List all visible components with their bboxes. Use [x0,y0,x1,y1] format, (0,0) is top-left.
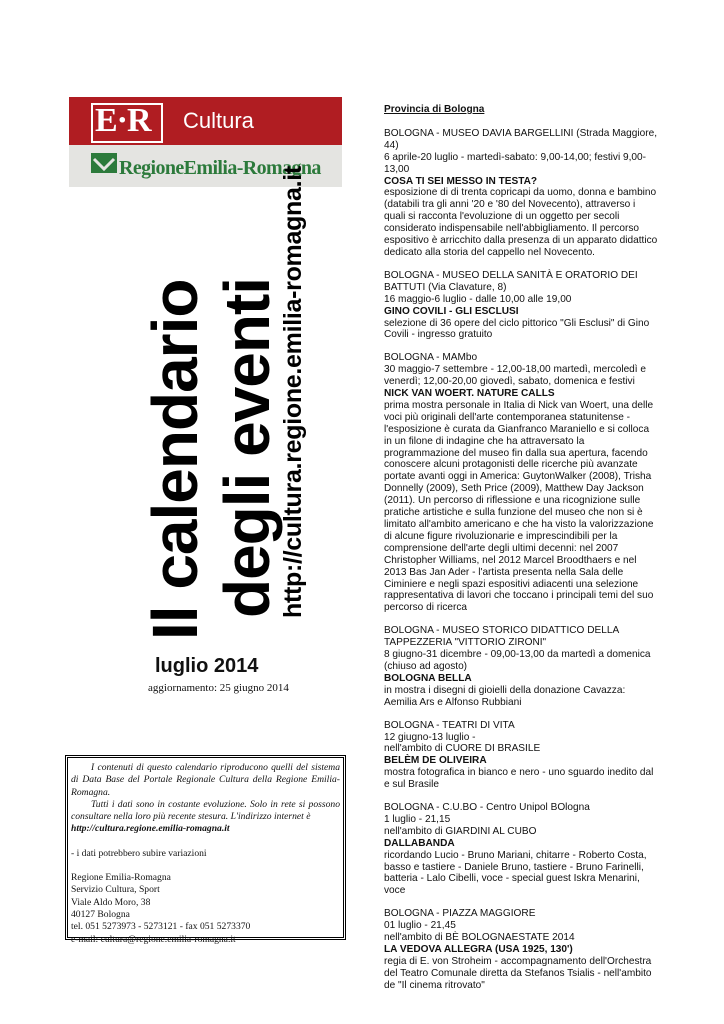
event-venue: BOLOGNA - MUSEO DELLA SANITÀ E ORATORIO DEI BATTUTI (Via Clavature, 8) [384,269,638,293]
logo-red-band [69,97,342,145]
event-when: 1 luglio - 21,15 [384,813,451,825]
address-line: e-mail: cultura@regione.emilia-romagna.it [71,933,236,945]
event-venue: BOLOGNA - C.U.BO - Centro Unipol BOlogna [384,802,590,814]
event-when: 16 maggio-6 luglio - dalle 10,00 alle 19,00 [384,293,572,305]
event-entry [384,720,659,791]
event-context: nell'ambito di BÈ BOLOGNAESTATE 2014 [384,932,575,944]
event-description: regia di E. von Stroheim - accompagnamento dell'Orchestra del Teatro Comunale diretta da Stefanos Tsialis - nell'ambito de "Il cinema ritrovato" [384,955,652,991]
event-context: nell'ambito di CUORE DI BRASILE [384,743,541,755]
event-when: 12 giugno-13 luglio - [384,731,476,743]
event-description: esposizione di di trenta copricapi da uomo, donna e bambino (databili tra gli anni '20 e '80 del Novecento), attraverso i quali si racconta l'evoluzione di un oggetto per secoli considerato indispensabile nell'abbigliamento. Il percorso espositivo è arricchito dalla presenza di un apparato didattico dedicato alla storia del cappello nel Novecento. [384,187,658,258]
info-paragraph-2 [71,799,340,824]
info-paragraph-1: I contenuti di questo calendario riproducono quelli del sistema di Data Base del Portale Regionale Cultura della Regione Emilia-Romagna. [71,762,340,798]
events-column [384,104,659,1003]
vertical-title-line1: Il calendario [139,279,211,640]
event-title: NICK VAN WOERT. NATURE CALLS [384,388,555,400]
info-url: http://cultura.regione.emilia-romagna.it [71,823,230,835]
event-venue: BOLOGNA - MAMbo [384,352,478,364]
event-entry [384,802,659,897]
event-description: selezione di 36 opere del ciclo pittorico "Gli Esclusi" di Gino Covili - ingresso gratuito [384,317,650,341]
event-title: LA VEDOVA ALLEGRA (USA 1925, 130') [384,944,573,955]
province-heading: Provincia di Bologna [384,104,485,115]
info-note: - i dati potrebbero subire variazioni [71,847,207,859]
address-line: Viale Aldo Moro, 38 [71,896,151,908]
event-description: prima mostra personale in Italia di Nick van Woert, una delle voci più originali dell'arte contemporanea statunitense - l'esposizione è curata da Gianfranco Maraniello e si colloca in un filone di indagine che ha attraversato la programmazione del museo fin dalla sua apertura, facendo conoscere alcuni protagonisti delle ricerche più avanzate portate avanti oggi in America: GuytonWalker (2008), Trisha Donnelly (2009), Seth Price (2009), Matthew Day Jackson (2011). Un percorso di riflessione e una ricognizione sulle pratiche artistiche e sulla funzione del museo che non si è limitato all'ambito americano e che ha visto la valorizzazione di alcune figure rivoluzionarie e imprescindibili per la comprensione dell'arte degli ultimi decenni: nel 2007 Christopher Williams, nel 2012 Marcel Broodthaers e nel 2013 Bas Jan Ader - l'artista presenta nella Sala delle Ciminiere e negli spazi espositivi adiacenti una selezione rappresentativa di lavori che toccano i principali temi del suo percorso di ricerca [384,399,654,614]
region-mark-icon [91,153,117,173]
vertical-title-line2: degli eventi [211,277,283,618]
event-title: COSA TI SEI MESSO IN TESTA? [384,175,538,187]
event-entry [384,625,659,708]
address-line: Servizio Cultura, Sport [71,884,160,896]
event-title: BELÈM DE OLIVEIRA [384,755,487,767]
event-venue: BOLOGNA - MUSEO DAVIA BARGELLINI (Strada Maggiore, 44) [384,127,657,151]
event-venue: BOLOGNA - MUSEO STORICO DIDATTICO DELLA TAPPEZZERIA "VITTORIO ZIRONI" [384,625,619,649]
logo-region-text: RegioneEmilia-Romagna [119,157,321,179]
event-title: GINO COVILI - GLI ESCLUSI [384,305,519,317]
event-venue: BOLOGNA - TEATRI DI VITA [384,719,515,731]
event-context: nell'ambito di GIARDINI AL CUBO [384,825,537,837]
event-when: 30 maggio-7 settembre - 12,00-18,00 martedì, mercoledì e venerdì; 12,00-20,00 giovedì, sabato, domenica e festivi [384,364,647,388]
event-entry [384,270,659,341]
event-entry [384,908,659,991]
event-title: DALLABANDA [384,837,455,849]
month-heading: luglio 2014 [155,655,259,677]
info-paragraph-2-text: Tutti i dati sono in costante evoluzione. Solo in rete si possono consultare nella loro più recente stesura. L'indirizzo internet è [71,798,340,823]
event-when: 6 aprile-20 luglio - martedì-sabato: 9,00-14,00; festivi 9,00-13,00 [384,151,647,175]
update-date: aggiornamento: 25 giugno 2014 [148,682,289,694]
event-entry [384,352,659,614]
vertical-title-url: http://cultura.regione.emilia-romagna.it [279,166,307,618]
event-venue: BOLOGNA - PIAZZA MAGGIORE [384,908,536,920]
event-title: BOLOGNA BELLA [384,672,472,684]
address-line: tel. 051 5273973 - 5273121 - fax 051 5273370 [71,921,251,933]
address-line: Regione Emilia-Romagna [71,872,171,884]
event-when: 8 giugno-31 dicembre - 09,00-13,00 da martedì a domenica (chiuso ad agosto) [384,649,651,672]
event-description: in mostra i disegni di gioielli della donazione Cavazza: Aemilia Ars e Alfonso Rubbiani [384,684,626,708]
logo-cultura-text: Cultura [183,108,254,133]
event-entry [384,128,659,259]
info-box [65,755,346,945]
event-description: mostra fotografica in bianco e nero - uno sguardo inedito dal e sul Brasile [384,767,654,791]
logo-er-text: E·R [95,102,151,139]
address-line: 40127 Bologna [71,908,130,920]
event-description: ricordando Lucio - Bruno Mariani, chitarre - Roberto Costa, basso e tastiere - Daniele Bruno, tastiere - Bruno Farinelli, batteria - Lalo Cibelli, voce - special guest Iskra Menarini, voce [384,849,647,897]
event-when: 01 luglio - 21,45 [384,920,456,932]
